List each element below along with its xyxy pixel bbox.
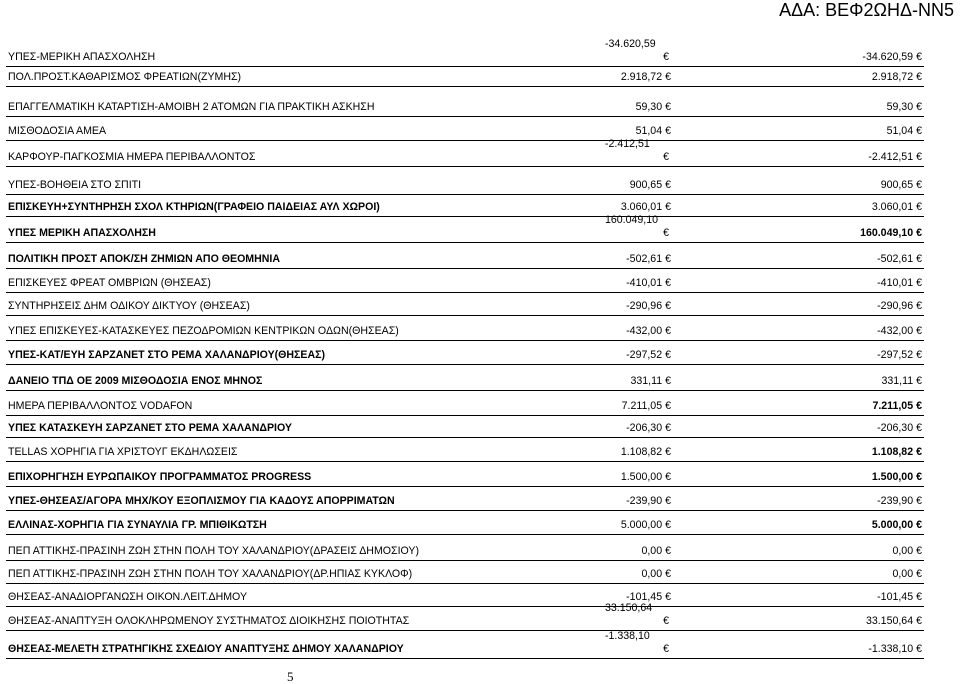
- amount-column-1: [605, 71, 671, 84]
- ada-code: ΑΔΑ: ΒΕΦ2ΩΗΔ-ΝΝ5: [779, 0, 954, 20]
- amount-value: -101,45: [626, 591, 663, 603]
- euro-sign: €: [663, 151, 669, 163]
- euro-sign: €: [916, 179, 922, 191]
- amount-column-1: [605, 300, 671, 313]
- row-description: ΠΟΛΙΤΙΚΗ ΠΡΟΣΤ ΑΠΟΚ/ΣΗ ΖΗΜΙΩΝ ΑΠΟ ΘΕΟΜΗΝΙΑ: [8, 253, 281, 265]
- amount-value: -206,30: [877, 422, 914, 434]
- amount-column-1: [605, 495, 671, 508]
- row-underline: [6, 242, 924, 243]
- row-underline: [6, 268, 924, 269]
- amount-value: -410,01: [626, 277, 663, 289]
- ledger-row: [0, 320, 960, 341]
- amount-value: -1.338,10: [868, 643, 914, 655]
- amount-value: 33.150,64: [865, 615, 914, 627]
- euro-sign: €: [665, 591, 671, 603]
- amount-value: 0,00: [892, 568, 914, 580]
- amount-value: 59,30: [635, 101, 663, 113]
- row-description: ΠΟΛ.ΠΡΟΣΤ.ΚΑΘΑΡΙΣΜΟΣ ΦΡΕΑΤΙΩΝ(ΖΥΜΗΣ): [8, 71, 242, 83]
- row-underline: [6, 86, 924, 87]
- row-description: ΚΑΡΦΟΥΡ-ΠΑΓΚΟΣΜΙΑ ΗΜΕΡΑ ΠΕΡΙΒΑΛΛΟΝΤΟΣ: [8, 151, 256, 163]
- ledger-row: [0, 137, 960, 167]
- euro-sign: €: [665, 545, 671, 557]
- amount-column-1: [605, 138, 671, 164]
- amount-value: 51,04: [635, 125, 663, 137]
- page-number: 5: [287, 669, 294, 684]
- amount-column-2: [868, 151, 922, 164]
- amount-value: -502,61: [877, 253, 914, 265]
- amount-value: 51,04: [886, 125, 914, 137]
- row-underline: [6, 194, 924, 195]
- amount-column-1: [605, 519, 671, 532]
- row-description: ΠΕΠ ΑΤΤΙΚΗΣ-ΠΡΑΣΙΝΗ ΖΩΗ ΣΤΗΝ ΠΟΛΗ ΤΟΥ ΧΑΛΑΝΔΡΙΟΥ(ΔΡ.ΗΠΙΑΣ ΚΥΚΛΟΦ): [8, 568, 413, 580]
- ledger-row: [0, 563, 960, 584]
- euro-sign: €: [665, 179, 671, 191]
- ledger-row: [0, 96, 960, 117]
- amount-value: 7.211,05: [872, 400, 914, 412]
- row-description: ΣΥΝΤΗΡΗΣΕΙΣ ΔΗΜ ΟΔΙΚΟΥ ΔΙΚΤΥΟΥ (ΘΗΣΕΑΣ): [8, 300, 250, 312]
- euro-sign: €: [665, 253, 671, 265]
- row-underline: [6, 486, 924, 487]
- amount-value: -1.338,10: [605, 630, 650, 642]
- euro-sign: €: [916, 51, 922, 63]
- amount-column-2: [872, 400, 922, 413]
- row-description: ΔΑΝΕΙΟ ΤΠΔ ΟΕ 2009 ΜΙΣΘΟΔΟΣΙΑ ΕΝΟΣ ΜΗΝΟΣ: [8, 375, 263, 387]
- row-description: ΗΜΕΡΑ ΠΕΡΙΒΑΛΛΟΝΤΟΣ VODAFON: [8, 400, 193, 412]
- amount-column-1: [605, 400, 671, 413]
- ledger-row: [0, 213, 960, 243]
- ledger-row: [0, 417, 960, 438]
- euro-sign: €: [916, 151, 922, 163]
- ledger-row: [0, 370, 960, 391]
- euro-sign: €: [916, 422, 922, 434]
- euro-sign: €: [916, 519, 922, 531]
- euro-sign: €: [916, 643, 922, 655]
- amount-value: 5.000,00: [620, 519, 663, 531]
- row-underline: [6, 534, 924, 535]
- row-underline: [6, 166, 924, 167]
- amount-column-1: [605, 471, 671, 484]
- euro-sign: €: [916, 277, 922, 289]
- euro-sign: €: [916, 471, 922, 483]
- amount-column-1: [605, 630, 671, 656]
- amount-value: -432,00: [626, 325, 663, 337]
- amount-column-2: [877, 422, 922, 435]
- row-description: ΘΗΣΕΑΣ-ΑΝΑΠΤΥΞΗ ΟΛΟΚΛΗΡΩΜΕΝΟΥ ΣΥΣΤΗΜΑΤΟΣ ΔΙΟΙΚΗΣΗΣ ΠΟΙΟΤΗΤΑΣ: [8, 615, 410, 627]
- euro-sign: €: [665, 325, 671, 337]
- amount-column-1: [605, 179, 671, 192]
- amount-column-2: [877, 253, 922, 266]
- amount-value: -290,96: [626, 300, 663, 312]
- ledger-row: [0, 37, 960, 67]
- euro-sign: €: [665, 71, 671, 83]
- amount-column-2: [877, 349, 922, 362]
- amount-value: -432,00: [877, 325, 914, 337]
- amount-column-2: [862, 51, 922, 64]
- row-description: ΜΙΣΘΟΔΟΣΙΑ ΑΜΕΑ: [8, 125, 107, 137]
- amount-column-1: [605, 38, 671, 64]
- ledger-row: [0, 344, 960, 365]
- euro-sign: €: [916, 101, 922, 113]
- euro-sign: €: [665, 400, 671, 412]
- amount-column-1: [605, 214, 671, 240]
- euro-sign: €: [916, 375, 922, 387]
- row-description: TELLAS ΧΟΡΗΓΙΑ ΓΙΑ ΧΡΙΣΤΟΥΓ ΕΚΔΗΛΩΣΕΙΣ: [8, 446, 238, 458]
- row-description: ΥΠΕΣ-ΚΑΤ/ΕΥΗ ΣΑΡΖΑΝΕΤ ΣΤΟ ΡΕΜΑ ΧΑΛΑΝΔΡΙΟΥ(ΘΗΣΕΑΣ): [8, 349, 326, 361]
- amount-value: -502,61: [626, 253, 663, 265]
- row-description: ΥΠΕΣ ΜΕΡΙΚΗ ΑΠΑΣΧΟΛΗΣΗ: [8, 227, 156, 239]
- amount-column-1: [605, 349, 671, 362]
- row-description: ΥΠΕΣ-ΜΕΡΙΚΗ ΑΠΑΣΧΟΛΗΣΗ: [8, 51, 156, 63]
- amount-value: -34.620,59: [605, 38, 656, 50]
- amount-value: 3.060,01: [620, 201, 663, 213]
- amount-value: 3.060,01: [871, 201, 914, 213]
- amount-column-2: [881, 179, 922, 192]
- ledger-row: [0, 466, 960, 487]
- amount-value: 331,11: [881, 375, 914, 387]
- amount-column-1: [605, 422, 671, 435]
- row-underline: [6, 658, 924, 659]
- euro-sign: €: [916, 400, 922, 412]
- amount-column-2: [892, 568, 922, 581]
- ledger-row: [0, 395, 960, 416]
- ledger-row: [0, 514, 960, 535]
- euro-sign: €: [916, 545, 922, 557]
- euro-sign: €: [916, 349, 922, 361]
- ledger-row: [0, 295, 960, 316]
- row-underline: [6, 390, 924, 391]
- ledger-row: [0, 490, 960, 511]
- euro-sign: €: [916, 568, 922, 580]
- euro-sign: €: [665, 349, 671, 361]
- amount-value: 900,65: [880, 179, 914, 191]
- euro-sign: €: [916, 591, 922, 603]
- amount-value: 5.000,00: [871, 519, 914, 531]
- row-description: ΥΠΕΣ ΚΑΤΑΣΚΕΥΗ ΣΑΡΖΑΝΕΤ ΣΤΟ ΡΕΜΑ ΧΑΛΑΝΔΡΙΟΥ: [8, 422, 292, 434]
- ledger-row: [0, 174, 960, 195]
- row-underline: [6, 461, 924, 462]
- euro-sign: €: [665, 519, 671, 531]
- euro-sign: €: [665, 375, 671, 387]
- amount-column-1: [605, 253, 671, 266]
- amount-value: -2.412,51: [868, 151, 914, 163]
- ledger-row: [0, 540, 960, 561]
- euro-sign: €: [665, 471, 671, 483]
- amount-value: 900,65: [629, 179, 663, 191]
- euro-sign: €: [916, 125, 922, 137]
- amount-value: 1.500,00: [620, 471, 663, 483]
- ledger-row: [0, 272, 960, 293]
- amount-column-2: [872, 471, 922, 484]
- amount-value: 1.108,82: [871, 446, 914, 458]
- row-underline: [6, 510, 924, 511]
- euro-sign: €: [665, 568, 671, 580]
- amount-column-2: [872, 519, 922, 532]
- row-description: ΕΠΙΧΟΡΗΓΗΣΗ ΕΥΡΩΠΑΙΚΟΥ ΠΡΟΓΡΑΜΜΑΤΟΣ PROGRESS: [8, 471, 312, 483]
- amount-column-1: [605, 375, 671, 388]
- euro-sign: €: [663, 51, 669, 63]
- euro-sign: €: [916, 253, 922, 265]
- amount-value: 160.049,10: [860, 227, 914, 239]
- amount-value: 33.150,64: [605, 602, 653, 614]
- amount-value: -34.620,59: [862, 51, 914, 63]
- amount-value: 0,00: [641, 545, 663, 557]
- euro-sign: €: [665, 495, 671, 507]
- amount-column-2: [872, 71, 922, 84]
- row-description: ΕΠΙΣΚΕΥΕΣ ΦΡΕΑΤ ΟΜΒΡΙΩΝ (ΘΗΣΕΑΣ): [8, 277, 211, 289]
- euro-sign: €: [663, 615, 669, 627]
- amount-value: -239,90: [626, 495, 663, 507]
- row-underline: [6, 583, 924, 584]
- amount-value: -297,52: [877, 349, 914, 361]
- amount-column-2: [868, 643, 922, 656]
- row-description: ΕΠΙΣΚΕΥΗ+ΣΥΝΤΗΡΗΣΗ ΣΧΟΛ ΚΤΗΡΙΩΝ(ΓΡΑΦΕΙΟ ΠΑΙΔΕΙΑΣ ΑΥΛ ΧΩΡΟΙ): [8, 201, 380, 213]
- amount-column-1: [605, 545, 671, 558]
- euro-sign: €: [665, 446, 671, 458]
- euro-sign: €: [916, 615, 922, 627]
- row-description: ΕΠΑΓΓΕΛΜΑΤΙΚΗ ΚΑΤΑΡΤΙΣΗ-ΑΜΟΙΒΗ 2 ΑΤΟΜΩΝ ΓΙΑ ΠΡΑΚΤΙΚΗ ΑΣΚΗΣΗ: [8, 101, 375, 113]
- amount-value: 1.108,82: [620, 446, 663, 458]
- amount-column-1: [605, 101, 671, 114]
- row-description: ΘΗΣΕΑΣ-ΑΝΑΔΙΟΡΓΑΝΩΣΗ ΟΙΚΟΝ.ΛΕΙΤ.ΔΗΜΟΥ: [8, 591, 248, 603]
- euro-sign: €: [663, 227, 669, 239]
- row-description: ΥΠΕΣ ΕΠΙΣΚΕΥΕΣ-ΚΑΤΑΣΚΕΥΕΣ ΠΕΖΟΔΡΟΜΙΩΝ ΚΕΝΤΡΙΚΩΝ ΟΔΩΝ(ΘΗΣΕΑΣ): [8, 325, 399, 337]
- row-underline: [6, 340, 924, 341]
- amount-value: 7.211,05: [621, 400, 663, 412]
- amount-value: -206,30: [626, 422, 663, 434]
- amount-value: -239,90: [877, 495, 914, 507]
- amount-value: 1.500,00: [871, 471, 914, 483]
- amount-column-1: [605, 277, 671, 290]
- amount-value: -297,52: [626, 349, 663, 361]
- amount-column-2: [866, 615, 922, 628]
- amount-column-2: [881, 375, 922, 388]
- euro-sign: €: [916, 495, 922, 507]
- amount-column-2: [887, 101, 922, 114]
- row-description: ΥΠΕΣ-ΒΟΗΘΕΙΑ ΣΤΟ ΣΠΙΤΙ: [8, 179, 142, 191]
- amount-column-2: [877, 325, 922, 338]
- amount-column-1: [605, 446, 671, 459]
- amount-column-2: [892, 545, 922, 558]
- row-underline: [6, 116, 924, 117]
- ledger-row: [0, 441, 960, 462]
- row-underline: [6, 292, 924, 293]
- amount-column-2: [860, 227, 922, 240]
- euro-sign: €: [916, 201, 922, 213]
- amount-value: 2.918,72: [871, 71, 914, 83]
- row-description: ΥΠΕΣ-ΘΗΣΕΑΣ/ΑΓΟΡΑ ΜΗΧ/ΚΟΥ ΕΞΟΠΛΙΣΜΟΥ ΓΙΑ ΚΑΔΟΥΣ ΑΠΟΡΡΙΜΑΤΩΝ: [8, 495, 395, 507]
- euro-sign: €: [665, 101, 671, 113]
- row-description: ΘΗΣΕΑΣ-ΜΕΛΕΤΗ ΣΤΡΑΤΗΓΙΚΗΣ ΣΧΕΔΙΟΥ ΑΝΑΠΤΥΞΗΣ ΔΗΜΟΥ ΧΑΛΑΝΔΡΙΟΥ: [8, 643, 404, 655]
- amount-column-2: [877, 300, 922, 313]
- amount-column-1: [605, 602, 671, 628]
- amount-value: 59,30: [886, 101, 914, 113]
- euro-sign: €: [916, 71, 922, 83]
- amount-value: 0,00: [641, 568, 663, 580]
- row-underline: [6, 364, 924, 365]
- amount-value: 0,00: [892, 545, 914, 557]
- euro-sign: €: [665, 300, 671, 312]
- amount-column-2: [877, 495, 922, 508]
- amount-value: -290,96: [877, 300, 914, 312]
- euro-sign: €: [916, 325, 922, 337]
- euro-sign: €: [916, 300, 922, 312]
- euro-sign: €: [665, 422, 671, 434]
- amount-column-1: [605, 568, 671, 581]
- amount-value: 2.918,72: [620, 71, 663, 83]
- row-underline: [6, 437, 924, 438]
- row-description: ΠΕΠ ΑΤΤΙΚΗΣ-ΠΡΑΣΙΝΗ ΖΩΗ ΣΤΗΝ ΠΟΛΗ ΤΟΥ ΧΑΛΑΝΔΡΙΟΥ(ΔΡΑΣΕΙΣ ΔΗΜΟΣΙΟΥ): [8, 545, 420, 557]
- ledger-row: [0, 629, 960, 659]
- euro-sign: €: [665, 125, 671, 137]
- amount-value: -2.412,51: [605, 138, 650, 150]
- amount-value: 160.049,10: [605, 214, 659, 226]
- amount-value: 331,11: [630, 375, 663, 387]
- euro-sign: €: [916, 227, 922, 239]
- ledger-row: [0, 601, 960, 631]
- row-underline: [6, 315, 924, 316]
- amount-value: -101,45: [877, 591, 914, 603]
- row-underline: [6, 560, 924, 561]
- euro-sign: €: [663, 643, 669, 655]
- amount-column-2: [872, 446, 922, 459]
- row-underline: [6, 415, 924, 416]
- ledger-row: [0, 66, 960, 87]
- euro-sign: €: [665, 201, 671, 213]
- amount-column-1: [605, 325, 671, 338]
- amount-column-2: [877, 277, 922, 290]
- euro-sign: €: [916, 446, 922, 458]
- euro-sign: €: [665, 277, 671, 289]
- row-description: ΕΛΛΙΝΑΣ-ΧΟΡΗΓΙΑ ΓΙΑ ΣΥΝΑΥΛΙΑ ΓΡ. ΜΠΙΘΙΚΩΤΣΗ: [8, 519, 267, 531]
- ledger-row: [0, 248, 960, 269]
- amount-value: -410,01: [877, 277, 914, 289]
